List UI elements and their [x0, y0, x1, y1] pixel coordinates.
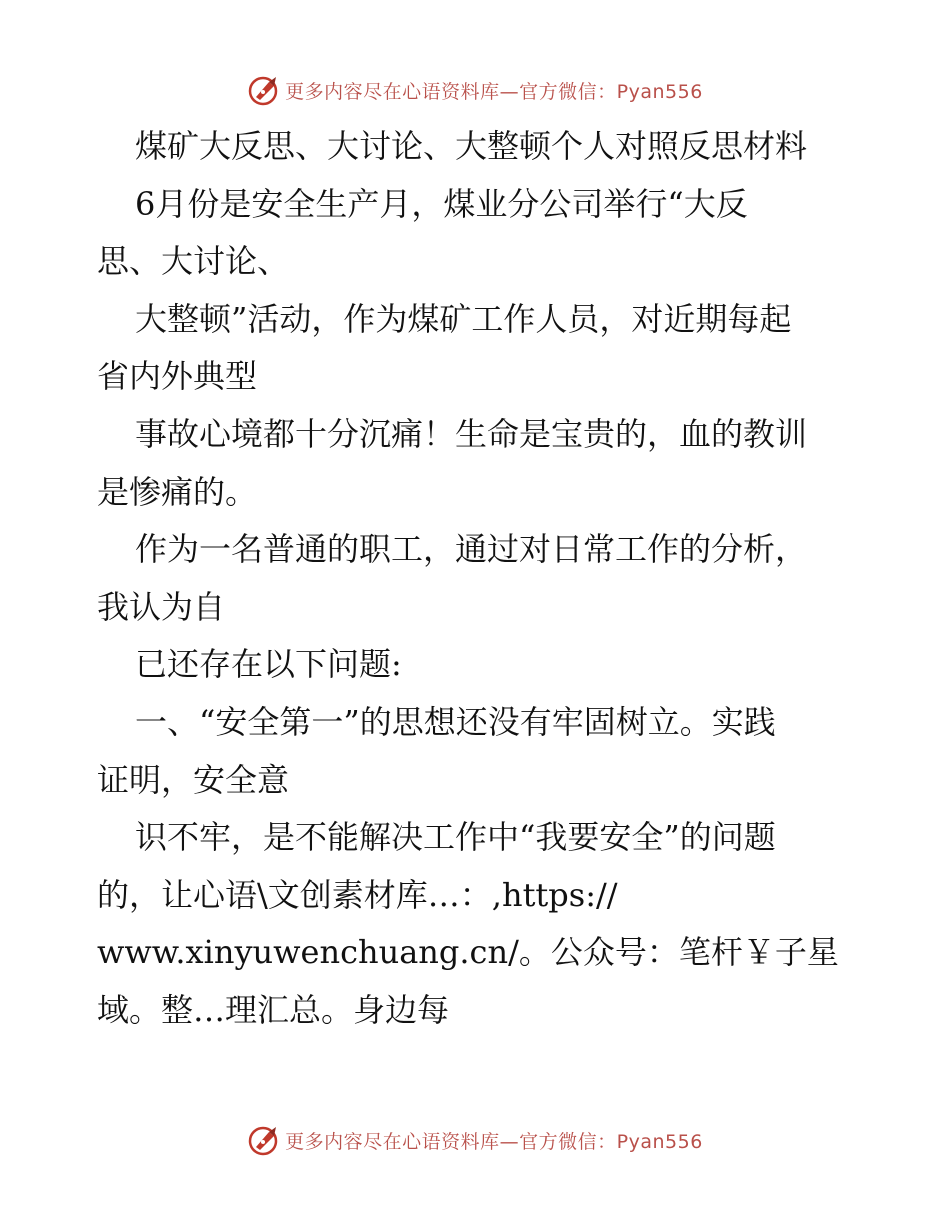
paragraph-line: 域。整…理汇总。身边每 [97, 990, 450, 1029]
paragraph-line: 事故心境都十分沉痛！生命是宝贵的，血的教训 [135, 414, 808, 453]
paragraph-line: 已还存在以下问题: [135, 645, 402, 684]
paragraph-line: 证明，安全意 [97, 760, 290, 799]
pen-nib-circle-logo-icon [247, 73, 281, 107]
paragraph-line: 思、大讨论、 [97, 242, 290, 281]
pen-nib-circle-logo-icon [247, 1123, 281, 1157]
paragraph-line: 6月份是安全生产月，煤业分公司举行“大反 [135, 184, 748, 223]
paragraph-line: 省内外典型 [97, 357, 258, 396]
paragraph-line: 我认为自 [97, 587, 226, 626]
paragraph-line: 大整顿”活动，作为煤矿工作人员，对近期每起 [135, 299, 792, 338]
document-title: 煤矿大反思、大讨论、大整顿个人对照反思材料 [135, 127, 808, 165]
paragraph-line: 的，让心语\文创素材库…：,https:// [97, 875, 618, 914]
paragraph-line: 识不牢，是不能解决工作中“我要安全”的问题 [135, 818, 776, 857]
header-banner [0, 70, 950, 110]
paragraph-line: www.xinyuwenchuang.cn/。公众号：笔杆￥子星 [97, 933, 839, 972]
paragraph-line: 是惨痛的。 [97, 472, 258, 511]
footer-banner [0, 1120, 950, 1160]
header-banner-text: 更多内容尽在心语资料库—官方微信：Pyan556 [285, 80, 703, 103]
paragraph-line: 作为一名普通的职工，通过对日常工作的分析， [135, 530, 808, 569]
footer-banner-text: 更多内容尽在心语资料库—官方微信：Pyan556 [285, 1130, 703, 1153]
document-body [97, 118, 857, 1040]
paragraph-line: 一、“安全第一”的思想还没有牢固树立。实践 [135, 702, 776, 741]
